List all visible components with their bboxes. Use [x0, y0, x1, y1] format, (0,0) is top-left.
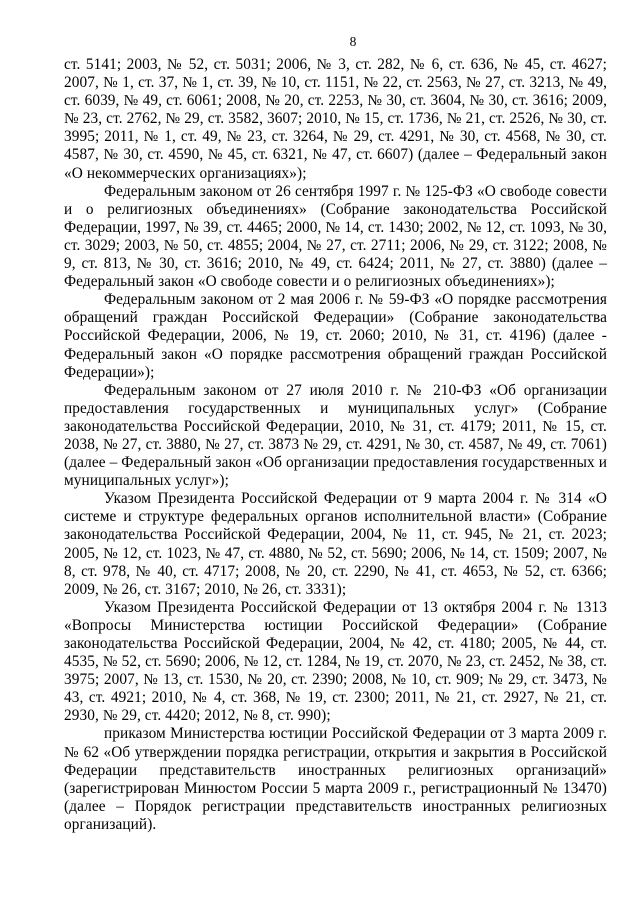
paragraph: Указом Президента Российской Федерации от 13 октября 2004 г. № 1313 «Вопросы Министерства юстиции Российской Федерации» (Собрание законодательства Российской Федерации, 2004, № 42, ст. 4180; 2005, № 44, ст. 4535, № 52, ст. 5690; 2006, № 12, ст. 1284, № 19, ст. 2070, № 23, ст. 2452, № 38, ст. 3975; 2007, № 13, ст. 1530, № 20, ст. 2390; 2008, № 10, ст. 909; № 29, ст. 3473, № 43, ст. 4921; 2010, № 4, ст. 368, № 19, ст. 2300; 2011, № 21, ст. 2927, № 21, ст. 2930, № 29, ст. 4420; 2012, № 8, ст. 990); [64, 598, 607, 725]
paragraph: Федеральным законом от 26 сентября 1997 г. № 125-ФЗ «О свободе совести и о религиозных объединениях» (Собрание законодательства Российской Федерации, 1997, № 39, ст. 4465; 2000, № 14, ст. 1430; 2002, № 12, ст. 1093, № 30, ст. 3029; 2003, № 50, ст. 4855; 2004, № 27, ст. 2711; 2006, № 29, ст. 3122; 2008, № 9, ст. 813, № 30, ст. 3616; 2010, № 49, ст. 6424; 2011, № 27, ст. 3880) (далее – Федеральный закон «О свободе совести и о религиозных объединениях»); [64, 182, 607, 291]
paragraph: Указом Президента Российской Федерации от 9 марта 2004 г. № 314 «О системе и структуре федеральных органов исполнительной власти» (Собрание законодательства Российской Федерации, 2004, № 11, ст. 945, № 21, ст. 2023; 2005, № 12, ст. 1023, № 47, ст. 4880, № 52, ст. 5690; 2006, № 14, ст. 1509; 2007, № 8, ст. 978, № 40, ст. 4717; 2008, № 20, ст. 2290, № 41, ст. 4653, № 52, ст. 6366; 2009, № 26, ст. 3167; 2010, № 26, ст. 3331); [64, 490, 607, 598]
page-number: 8 [349, 34, 357, 49]
paragraph: Федеральным законом от 27 июля 2010 г. № 210-ФЗ «Об организации предоставления государственных и муниципальных услуг» (Собрание законодательства Российской Федерации, 2010, № 31, ст. 4179; 2011, № 15, ст. 2038, № 27, ст. 3880, № 27, ст. 3873 № 29, ст. 4291, № 30, ст. 4587, № 49, ст. 7061) (далее – Федеральный закон «Об организации предоставления государственных и муниципальных услуг»); [64, 381, 607, 490]
paragraph: Федеральным законом от 2 мая 2006 г. № 59-ФЗ «О порядке рассмотрения обращений граждан Российской Федерации» (Собрание законодательства Российской Федерации, 2006, № 19, ст. 2060; 2010, № 31, ст. 4196) (далее - Федеральный закон «О порядке рассмотрения обращений граждан Российской Федерации»); [64, 291, 607, 381]
paragraph: ст. 5141; 2003, № 52, ст. 5031; 2006, № 3, ст. 282, № 6, ст. 636, № 45, ст. 4627; 2007, № 1, ст. 37, № 1, ст. 39, № 10, ст. 1151, № 22, ст. 2563, № 27, ст. 3213, № 49, ст. 6039, № 49, ст. 6061; 2008, № 20, ст. 2253, № 30, ст. 3604, № 30, ст. 3616; 2009, № 23, ст. 2762, № 29, ст. 3582, 3607; 2010, № 15, ст. 1736, № 21, ст. 2526, № 30, ст. 3995; 2011, № 1, ст. 49, № 23, ст. 3264, № 29, ст. 4291, № 30, ст. 4568, № 30, ст. 4587, № 30, ст. 4590, № 45, ст. 6321, № 47, ст. 6607) (далее – Федеральный закон «О некоммерческих организациях»); [64, 56, 607, 182]
document-body [64, 56, 607, 834]
paragraph: приказом Министерства юстиции Российской Федерации от 3 марта 2009 г. № 62 «Об утверждении порядка регистрации, открытия и закрытия в Российской Федерации представительств иностранных религиозных организаций» (зарегистрирован Минюстом России 5 марта 2009 г., регистрационный № 13470) (далее – Порядок регистрации представительств иностранных религиозных организаций). [64, 725, 607, 833]
